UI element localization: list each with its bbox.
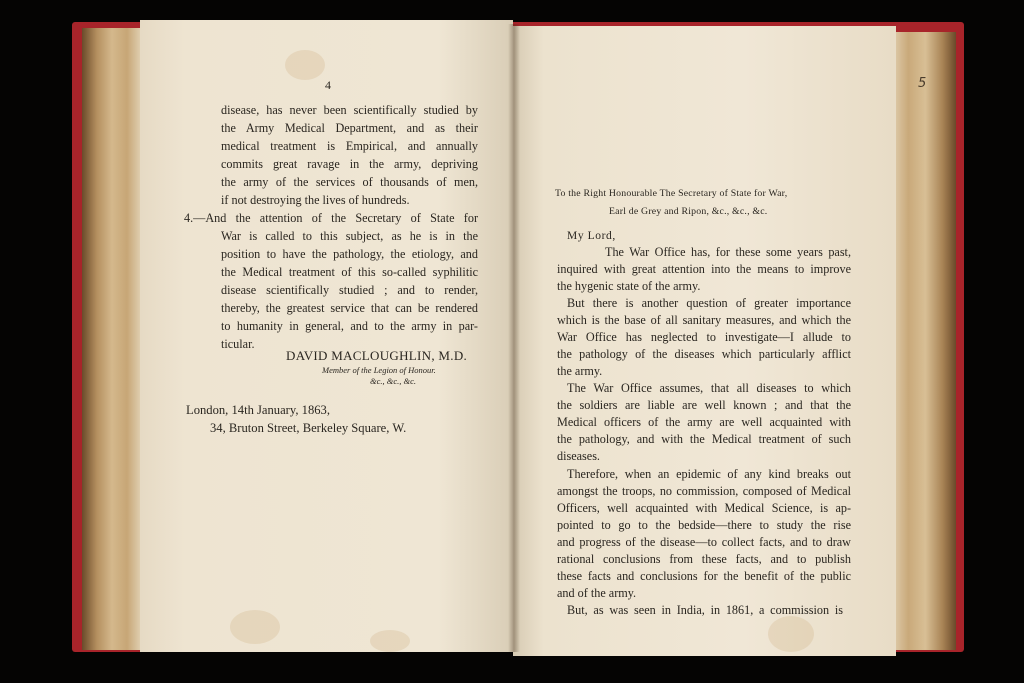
text-line: The War Office assumes, that all diseases to which bbox=[567, 381, 851, 395]
pencil-page-mark: 5 bbox=[918, 76, 927, 91]
page-number: 4 bbox=[325, 78, 331, 92]
text-line: ticular. bbox=[221, 337, 255, 351]
text-line: to humanity in general, and to the army in par- bbox=[221, 319, 478, 333]
paper-stain bbox=[370, 630, 410, 652]
page-edges-right bbox=[888, 32, 956, 650]
text-line: But, as was seen in India, in 1861, a commission is bbox=[567, 603, 843, 617]
item-4-heading-line: 4.—And the attention of the Secretary of State for bbox=[184, 211, 478, 225]
text-line: if not destroying the lives of hundreds. bbox=[221, 193, 410, 207]
address: 34, Bruton Street, Berkeley Square, W. bbox=[210, 421, 407, 435]
text-line: inquired with great attention into the means to improve bbox=[557, 262, 851, 276]
place-date: London, 14th January, 1863, bbox=[186, 403, 330, 417]
text-line: the soldiers are liable are well known ; and that the bbox=[557, 398, 851, 412]
left-page bbox=[140, 20, 513, 652]
text-line: The War Office has, for these some years past, bbox=[605, 245, 851, 259]
text-line: the army of the services of thousands of men, bbox=[221, 175, 478, 189]
salutation: My Lord, bbox=[567, 230, 616, 242]
text-line: commits great ravage in the army, depriving bbox=[221, 157, 478, 171]
signature-title: Member of the Legion of Honour. bbox=[322, 365, 436, 375]
text-line: the pathology, and with the Medical treatment of such bbox=[557, 432, 851, 446]
paper-stain bbox=[768, 616, 814, 652]
text-line: and progress of the disease—to collect facts, and to draw bbox=[557, 535, 851, 549]
text-line: War Office has neglected to investigate—I allude to bbox=[557, 330, 851, 344]
text-line: and of the army. bbox=[557, 586, 637, 600]
dedication-heading-line-2: Earl de Grey and Ripon, &c., &c., &c. bbox=[609, 206, 768, 217]
paper-stain bbox=[285, 50, 325, 80]
signature-etc: &c., &c., &c. bbox=[370, 376, 417, 386]
signature-name: DAVID MACLOUGHLIN, M.D. bbox=[286, 348, 468, 363]
text-line: Therefore, when an epidemic of any kind breaks out bbox=[567, 467, 851, 481]
text-line: these facts and conclusions for the benefit of the public bbox=[557, 569, 851, 583]
text-line: thereby, the greatest service that can be rendered bbox=[221, 301, 478, 315]
paper-stain bbox=[230, 610, 280, 644]
text-line: Officers, well acquainted with Medical Science, is ap- bbox=[557, 501, 851, 515]
text-line: amongst the troops, no commission, composed of Medical bbox=[557, 484, 851, 498]
page-edges-left bbox=[82, 28, 142, 650]
text-line: disease, has never been scientifically studied by bbox=[221, 103, 478, 117]
right-page bbox=[513, 26, 896, 656]
text-line: the hygenic state of the army. bbox=[557, 279, 701, 293]
text-line: Medical officers of the army are well acquainted with bbox=[557, 415, 851, 429]
text-line: the army. bbox=[557, 364, 603, 378]
dedication-heading-line-1: To the Right Honourable The Secretary of State for War, bbox=[555, 188, 788, 199]
book-gutter bbox=[508, 24, 520, 652]
text-line: War is called to this subject, as he is in the bbox=[221, 229, 478, 243]
text-line: the Medical treatment of this so-called syphilitic bbox=[221, 265, 478, 279]
text-line: disease scientifically studied ; and to render, bbox=[221, 283, 478, 297]
text-line: which is the base of all sanitary measures, and which the bbox=[557, 313, 851, 327]
text-line: the Army Medical Department, and as their bbox=[221, 121, 478, 135]
text-line: position to have the pathology, the etiology, and bbox=[221, 247, 478, 261]
text-line: But there is another question of greater importance bbox=[567, 296, 851, 310]
text-line: rational conclusions from these facts, and to publish bbox=[557, 552, 851, 566]
text-line: the pathology of the diseases which particularly afflict bbox=[557, 347, 851, 361]
text-line: diseases. bbox=[557, 449, 600, 463]
text-line: pointed to go to the bedside—there to study the rise bbox=[557, 518, 851, 532]
text-line: medical treatment is Empirical, and annually bbox=[221, 139, 478, 153]
